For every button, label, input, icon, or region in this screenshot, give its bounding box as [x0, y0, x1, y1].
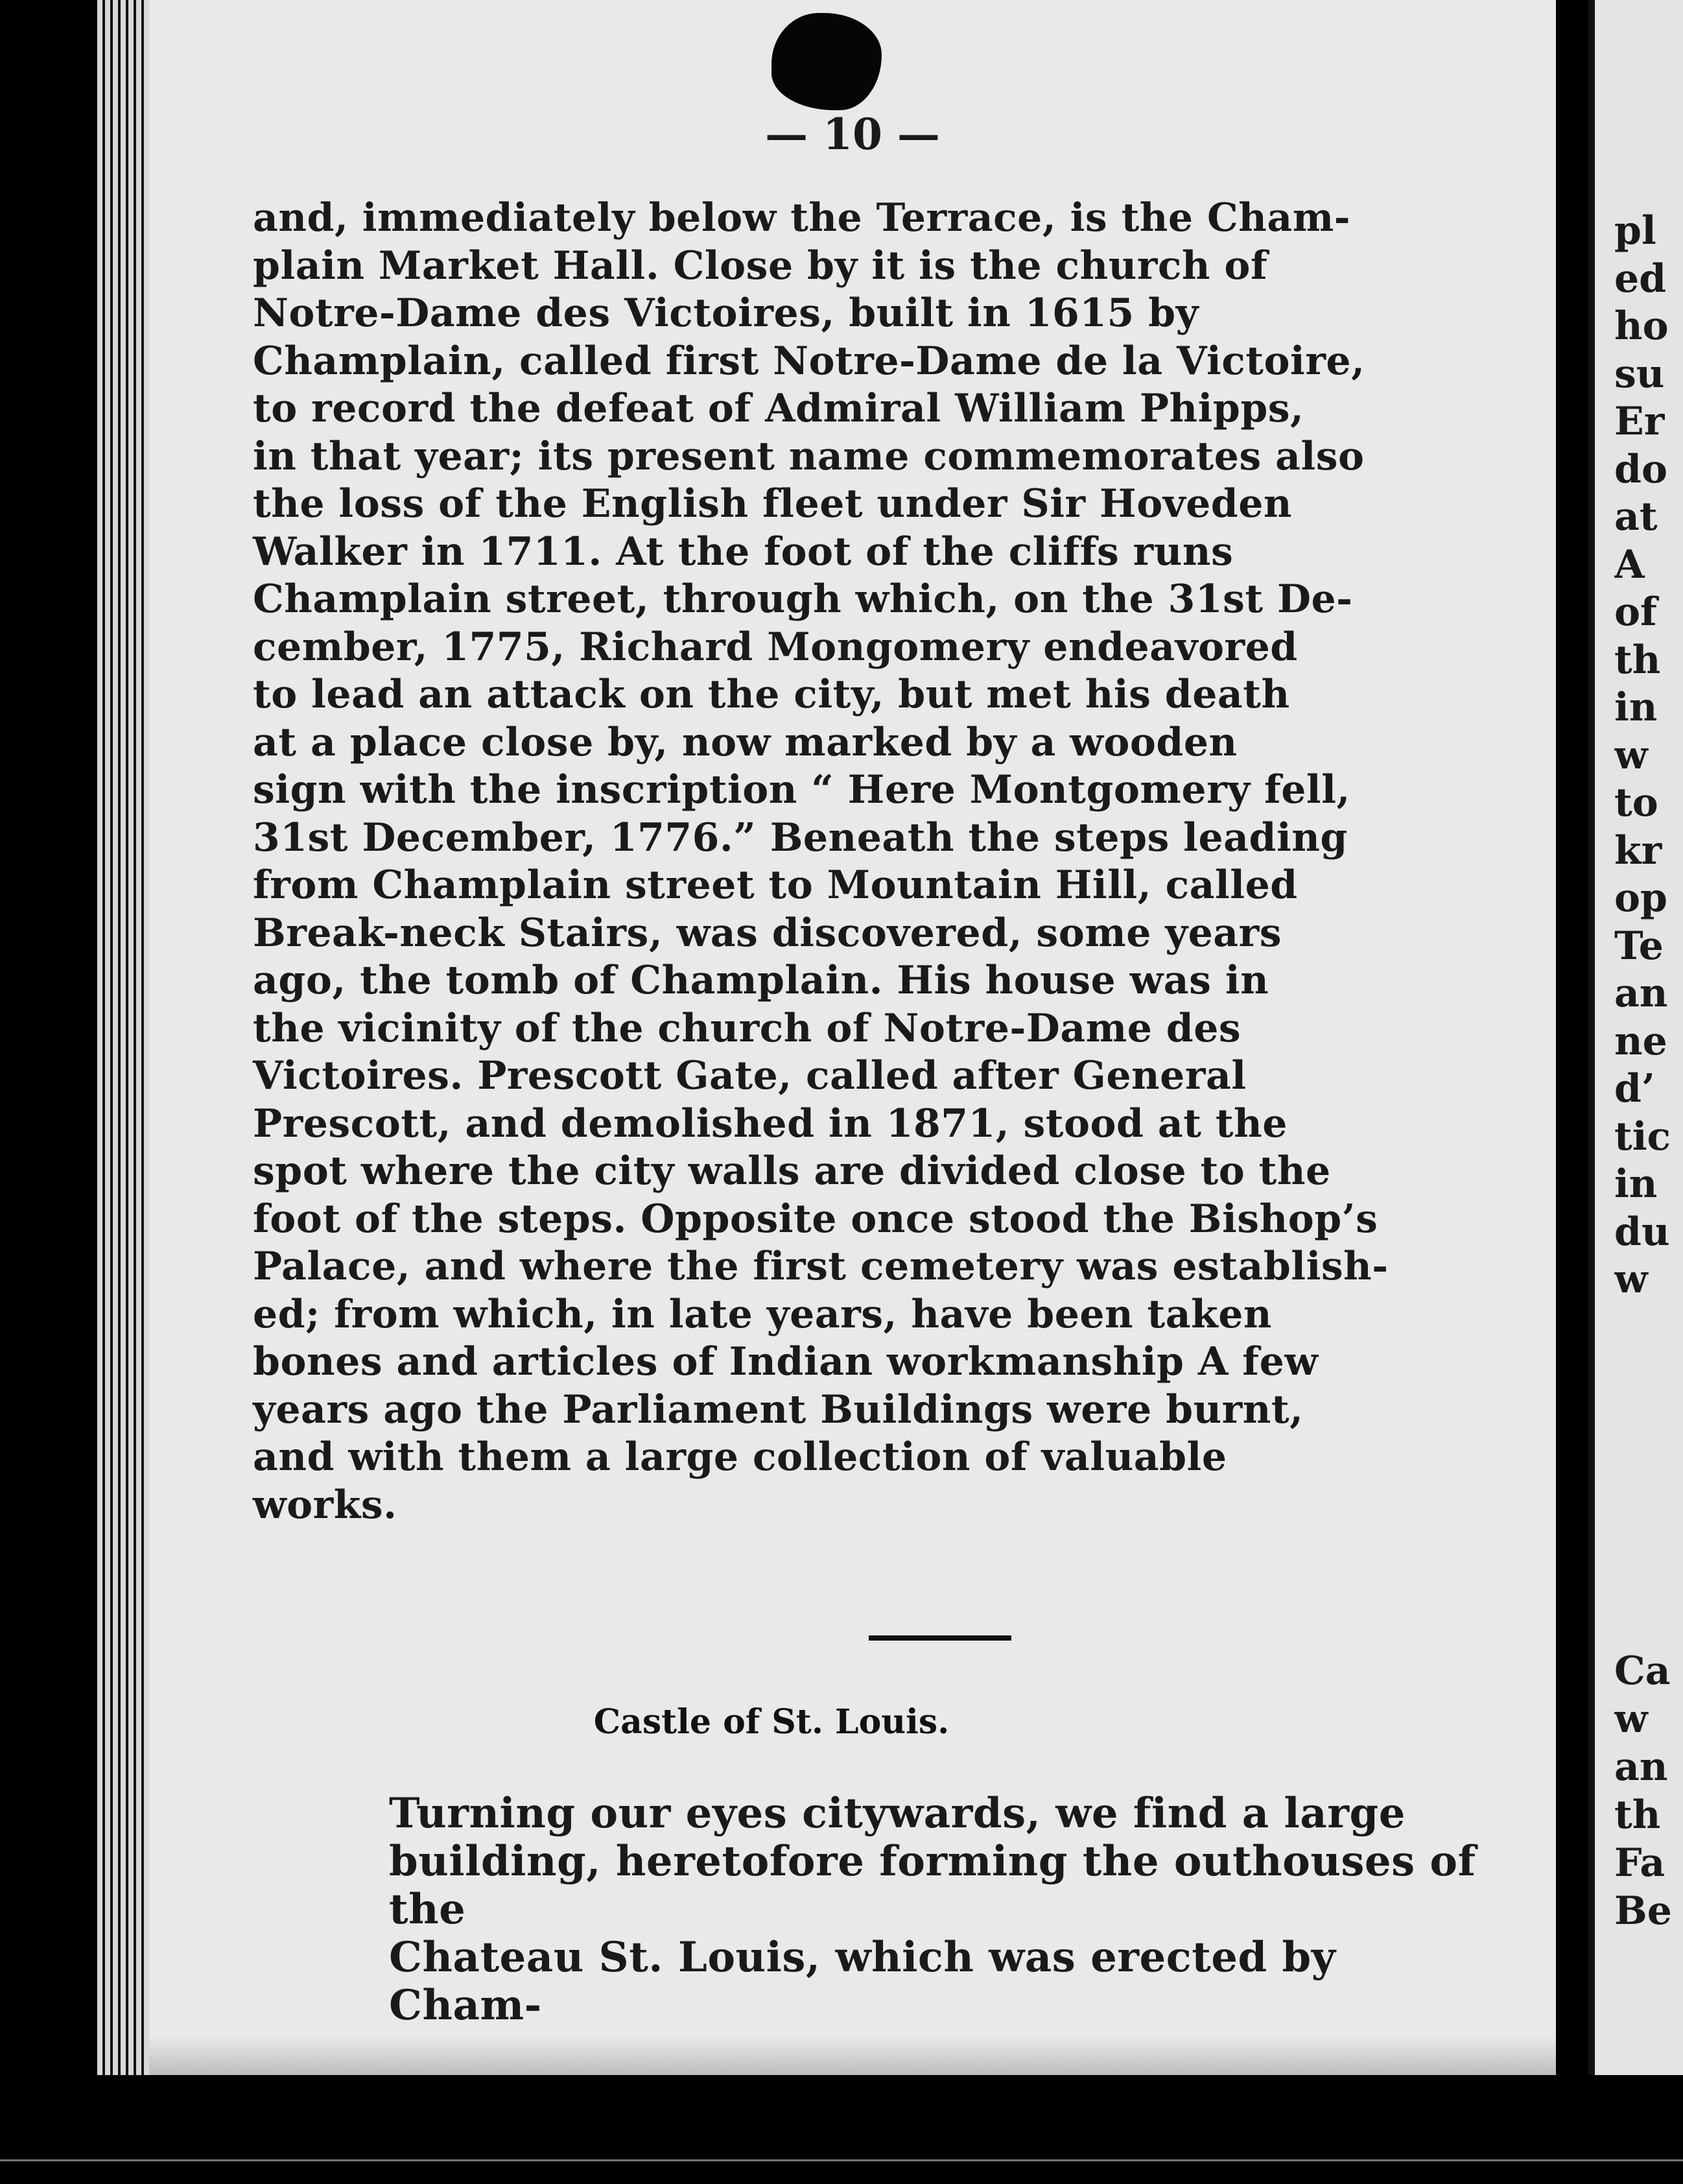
book-page-edges — [97, 0, 156, 2075]
page-number: — 10 — — [765, 109, 940, 160]
scan-border — [0, 2075, 1683, 2184]
book-gutter — [1556, 0, 1588, 2075]
ink-blot — [771, 13, 882, 110]
scan-border-line — [0, 2159, 1683, 2161]
section-heading: Castle of St. Louis. — [593, 1702, 950, 1742]
adjacent-page-text-top: pl ed ho su Er do at A of th in w to kr op Te an ne d’ tic in du w — [1614, 208, 1671, 1302]
body-paragraph: and, immediately below the Terrace, is the Cham- plain Market Hall. Close by it is the church of Notre-Dame des Victoires, built in 1615 by Champlain, called first Notre-Dame de la Victoire, to record the defeat of Admiral William Phipps, in that year; its present name commemorates also the loss of the English fleet under Sir Hoveden Walker in 1711. At the foot of the cliffs runs Champlain street, through which, on the 31st De- cember, 1775, Richard Mongomery endeavored to lead an attack on the city, but met his death at a place close by, now marked by a wooden sign with the inscription “ Here Montgomery fell, 31st December, 1776.” Beneath the steps leading from Champlain street to Mountain Hill, called Break-neck Stairs, was discovered, some years ago, the tomb of Champlain. His house was in the vicinity of the church of Notre-Dame des Victoires. Prescott Gate, called after General Prescott, and demolished in 1871, stood at the spot where the city walls are divided close to the foot of the steps. Opposite once stood the Bishop’s Palace, and where the first cemetery was establish- ed; from which, in late years, have been taken bones and articles of Indian workmanship A few years ago the Parliament Buildings were burnt, and with them a large collection of valuable works. — [253, 195, 1389, 1528]
section-divider — [869, 1635, 1011, 1641]
second-paragraph: Turning our eyes citywards, we find a large building, heretofore forming the outhouses of the Chateau St. Louis, which was erected by Cham- — [389, 1789, 1476, 2030]
adjacent-page-text-bottom: Ca w an th Fa Be — [1614, 1648, 1672, 1934]
